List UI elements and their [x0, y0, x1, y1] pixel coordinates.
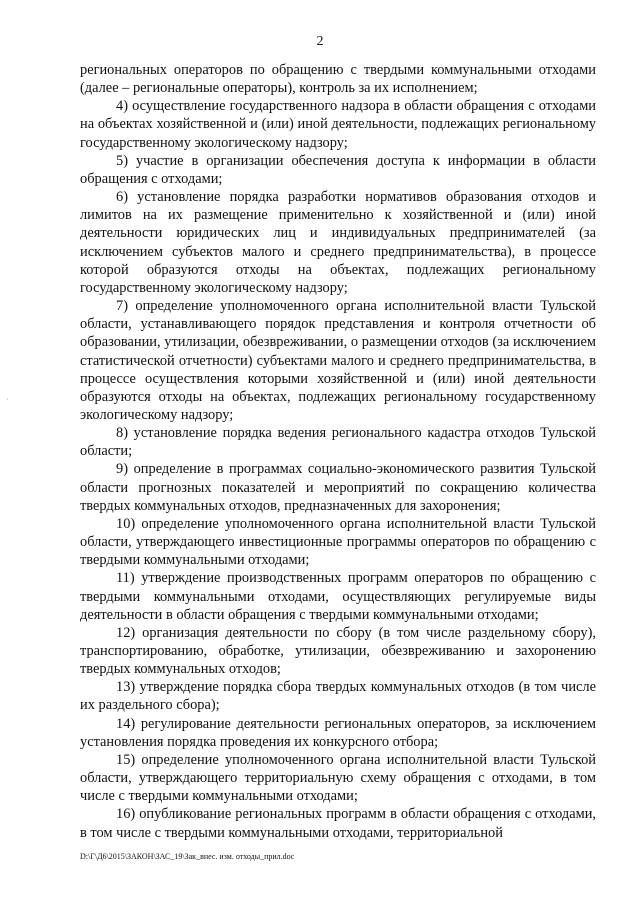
paragraph-item-9: 9) определение в программах социально-экономического развития Тульской области прогнозных показателей и мероприятий по сокращению количества твердых коммунальных отходов, предназначенных для захоронения; [80, 461, 596, 514]
paragraph-continuation: региональных операторов по обращению с твердыми коммунальными отходами (далее – региональные операторы), контроль за их исполнением; [80, 62, 596, 97]
paragraph-item-4: 4) осуществление государственного надзора в области обращения с отходами на объектах хозяйственной и (или) иной деятельности, подлежащих региональному государственному экологическому надзору; [80, 98, 596, 151]
paragraph-item-12: 12) организация деятельности по сбору (в том числе раздельному сбору), транспортированию, обработке, утилизации, обезвреживанию и захоронению твердых коммунальных отходов; [80, 624, 596, 678]
paragraph-item-7: 7) определение уполномоченного органа исполнительной власти Тульской области, устанавливающего порядок представления и контроля отчетности об образовании, утилизации, обезвреживании, о размещении отходов (за исключением статистической отчетности) субъектами малого и среднего предпринимательства, в процессе осуществления которыми хозяйственной и (или) иной деятельности образуются отходы на объектах, подлежащих региональному государственному экологическому надзору; [80, 298, 596, 423]
page-number: 2 [316, 34, 324, 49]
footer-file-path: D:\Г\Д6\2015\ЗАКОН\ЗАС_19\Зак_внес. изм. отходы_прил.doc [80, 852, 295, 861]
paragraph-item-15: 15) определение уполномоченного органа исполнительной власти Тульской области, утверждающего территориальную схему обращения с отходами, в том числе с твердыми коммунальными отходами; [80, 751, 596, 805]
paragraph-item-5: 5) участие в организации обеспечения доступа к информации в области обращения с отходами; [80, 152, 596, 187]
paragraph-item-16: 16) опубликование региональных программ в области обращения с отходами, в том числе с твердыми коммунальными отходами, территориальной [80, 806, 596, 841]
paragraph-item-13: 13) утверждение порядка сбора твердых коммунальных отходов (в том числе их раздельного сбора); [80, 679, 596, 714]
document-body [80, 61, 596, 842]
paragraph-item-6: 6) установление порядка разработки нормативов образования отходов и лимитов на их размещение применительно к хозяйственной и (или) иной деятельности юридических лиц и индивидуальных предпринимателей (за исключением субъектов малого и среднего предпринимательства), в процессе которой образуются отходы на объектах, подлежащих региональному государственному экологическому надзору; [80, 189, 596, 296]
paragraph-item-14: 14) регулирование деятельности региональных операторов, за исключением установления порядка проведения их конкурсного отбора; [80, 715, 596, 750]
paragraph-item-11: 11) утверждение производственных программ операторов по обращению с твердыми коммунальными отходами, осуществляющих регулируемые виды деятельности в области обращения с твердыми коммунальными отходами; [80, 570, 596, 623]
scan-margin-mark: , [7, 395, 9, 401]
paragraph-item-8: 8) установление порядка ведения регионального кадастра отходов Тульской области; [80, 425, 596, 460]
paragraph-item-10: 10) определение уполномоченного органа исполнительной власти Тульской области, утверждающего инвестиционные программы операторов по обращению с твердыми коммунальными отходами; [80, 515, 596, 569]
